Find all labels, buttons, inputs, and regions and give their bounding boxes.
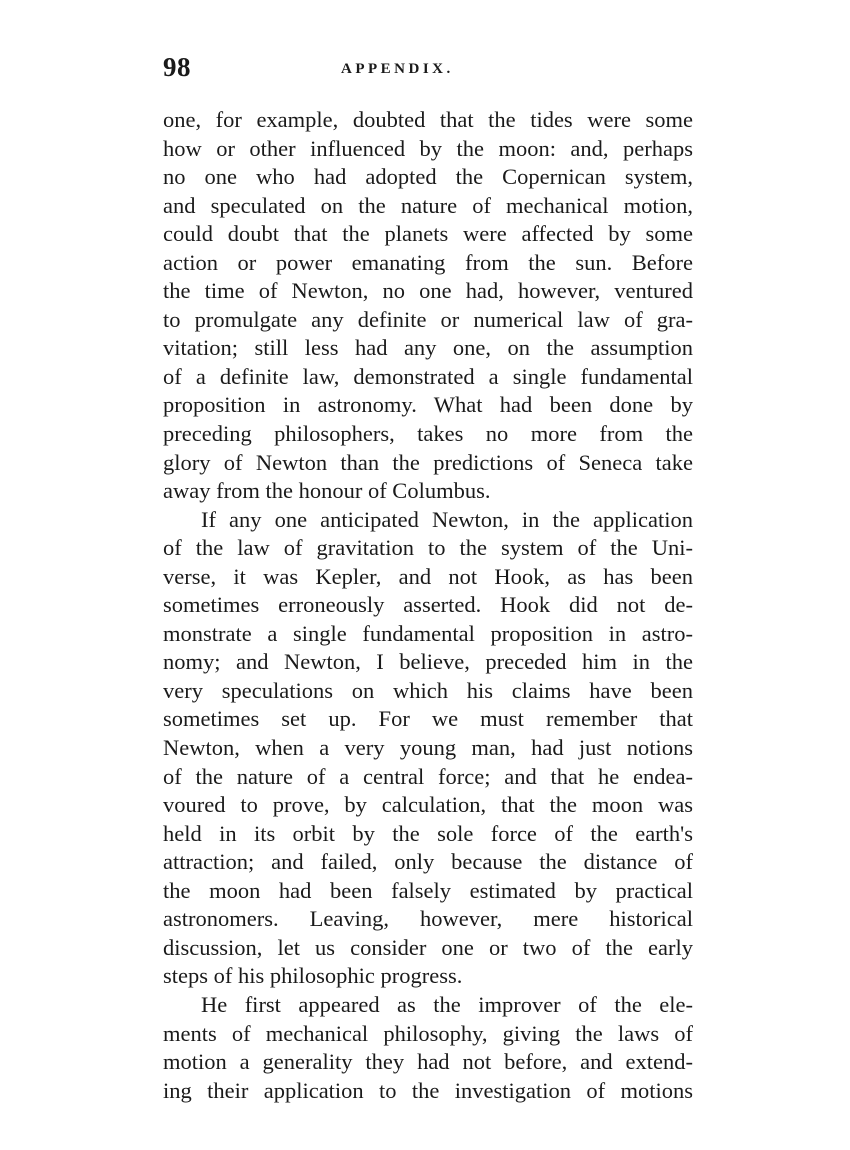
text-line: action or power emanating from the sun. Before <box>163 249 693 275</box>
text-line: nomy; and Newton, I believe, preceded him in the <box>163 649 693 675</box>
page-number: 98 <box>163 52 191 82</box>
text-line: the moon had been falsely estimated by practical <box>163 877 693 903</box>
paragraph-start-line: He first appeared as the improver of the ele- <box>201 991 693 1017</box>
text-line: very speculations on which his claims have been <box>163 677 693 703</box>
paragraph-end-line: steps of his philosophic progress. <box>163 963 463 989</box>
text-line: ing their application to the investigation of motions <box>163 1077 693 1103</box>
text-line: of the law of gravitation to the system of the Uni- <box>163 535 693 561</box>
text-line: could doubt that the planets were affected by some <box>163 221 693 247</box>
text-line: to promulgate any definite or numerical law of gra- <box>163 306 693 332</box>
text-line: of a definite law, demonstrated a single fundamental <box>163 363 693 389</box>
text-line: Newton, when a very young man, had just notions <box>163 735 693 761</box>
text-line: attraction; and failed, only because the distance of <box>163 849 693 875</box>
text-line: one, for example, doubted that the tides were some <box>163 107 693 132</box>
text-line: motion a generality they had not before, and extend- <box>163 1049 693 1075</box>
running-head <box>163 52 693 92</box>
text-line: verse, it was Kepler, and not Hook, as has been <box>163 563 693 589</box>
text-line: and speculated on the nature of mechanical motion, <box>163 192 693 218</box>
paragraph-start-line: If any one anticipated Newton, in the application <box>201 506 693 532</box>
text-line: of the nature of a central force; and that he endea- <box>163 763 693 789</box>
text-line: discussion, let us consider one or two of the early <box>163 934 693 960</box>
text-line: sometimes set up. For we must remember that <box>163 706 693 732</box>
text-line: proposition in astronomy. What had been done by <box>163 392 693 418</box>
text-line: preceding philosophers, takes no more from the <box>163 421 693 447</box>
text-line: how or other influenced by the moon: and, perhaps <box>163 135 693 161</box>
text-line: astronomers. Leaving, however, mere historical <box>163 906 693 932</box>
text-line: monstrate a single fundamental proposition in astro- <box>163 620 693 646</box>
text-line: voured to prove, by calculation, that the moon was <box>163 792 693 818</box>
section-title: APPENDIX. <box>341 61 454 77</box>
text-line: vitation; still less had any one, on the assumption <box>163 335 693 361</box>
paragraph-end-line: away from the honour of Columbus. <box>163 478 491 504</box>
text-line: glory of Newton than the predictions of Seneca take <box>163 449 693 475</box>
body-text <box>163 106 693 1105</box>
text-line: the time of Newton, no one had, however, ventured <box>163 278 693 304</box>
text-line: no one who had adopted the Copernican system, <box>163 164 693 190</box>
text-line: ments of mechanical philosophy, giving the laws of <box>163 1020 693 1046</box>
text-line: held in its orbit by the sole force of the earth's <box>163 820 693 846</box>
text-line: sometimes erroneously asserted. Hook did not de- <box>163 592 693 618</box>
